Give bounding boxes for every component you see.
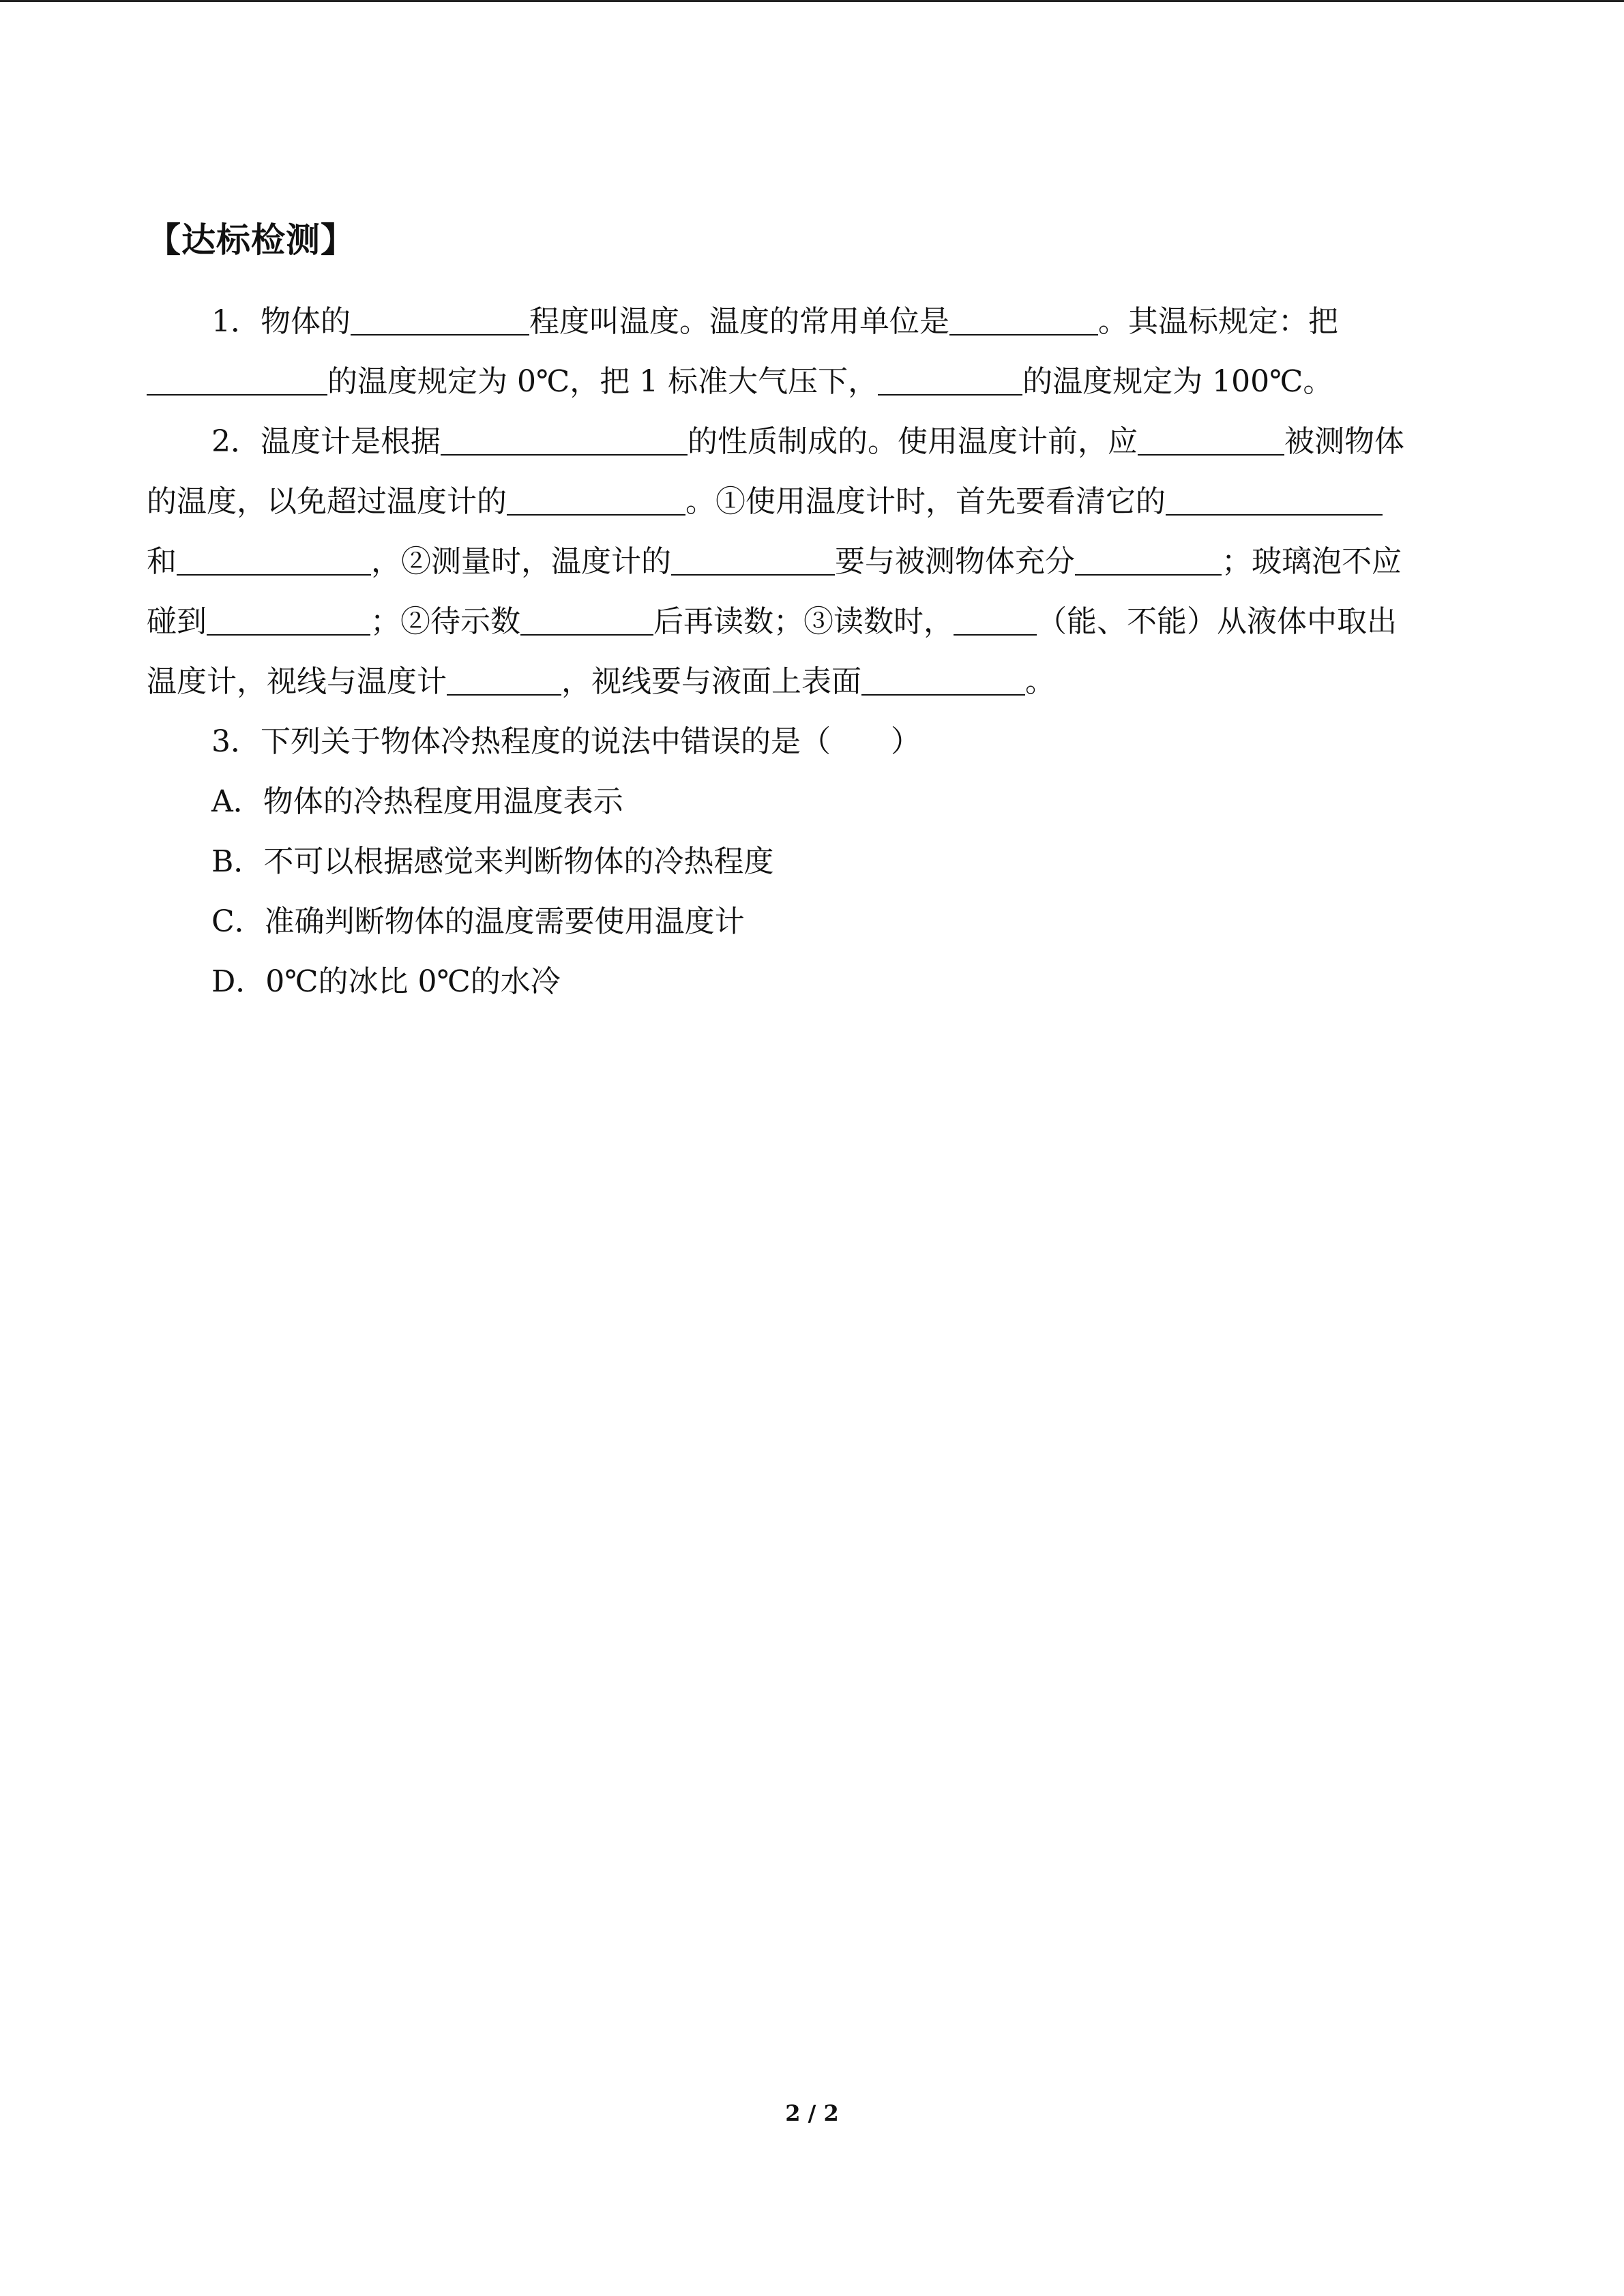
q1-text: 的温度规定为 100℃。: [1022, 364, 1333, 399]
answer-blank[interactable]: [177, 541, 371, 576]
answer-blank[interactable]: [441, 421, 688, 456]
q2-text: 要与被测物体充分: [835, 544, 1075, 579]
q2-text: 的温度，以免超过温度计的: [147, 484, 507, 519]
q1-line-2: [147, 361, 1333, 402]
q1-text: 程度叫温度。温度的常用单位是: [529, 304, 949, 339]
q2-text: （能、不能）从液体中取出: [1037, 604, 1397, 639]
answer-blank[interactable]: [351, 301, 529, 336]
answer-blank[interactable]: [447, 661, 561, 696]
q2-text: 的性质制成的。使用温度计前，应: [688, 424, 1138, 459]
answer-blank[interactable]: [1138, 421, 1284, 456]
q2-text: 和: [147, 544, 177, 579]
q2-text: 碰到: [147, 604, 207, 639]
q3-option-c[interactable]: C．准确判断物体的温度需要使用温度计: [211, 904, 745, 939]
q2-text: 2．温度计是根据: [211, 424, 441, 459]
q1-text: 。其温标规定：把: [1098, 304, 1338, 339]
answer-blank[interactable]: [507, 481, 685, 516]
answer-blank[interactable]: [207, 601, 370, 636]
q2-line-4: [147, 601, 1397, 642]
q2-line-2: [147, 481, 1383, 522]
answer-blank[interactable]: [949, 301, 1098, 336]
answer-blank[interactable]: [861, 661, 1025, 696]
answer-blank[interactable]: [954, 601, 1037, 636]
q2-text: 。①使用温度计时，首先要看清它的: [685, 484, 1166, 519]
q2-text: 后再读数；③读数时，: [653, 604, 954, 639]
q2-text: 。: [1025, 664, 1055, 699]
answer-blank[interactable]: [1166, 481, 1383, 516]
q2-text: ，②测量时，温度计的: [371, 544, 671, 579]
answer-blank[interactable]: [520, 601, 653, 636]
q2-text: ，视线要与液面上表面: [561, 664, 861, 699]
page-number: 2 / 2: [785, 2100, 839, 2126]
q2-text: ；玻璃泡不应: [1222, 544, 1402, 579]
q2-text: ；②待示数: [370, 604, 520, 639]
q2-line-3: [147, 541, 1402, 582]
q3-option-d[interactable]: D．0℃的冰比 0℃的水冷: [211, 964, 561, 999]
q3-option-a[interactable]: A．物体的冷热程度用温度表示: [211, 784, 623, 819]
q1-text: 的温度规定为 0℃，把 1 标准大气压下，: [327, 364, 879, 399]
q2-line-1: [211, 421, 1404, 462]
q3-stem: 3．下列关于物体冷热程度的说法中错误的是（ ）: [211, 724, 921, 759]
answer-blank[interactable]: [671, 541, 835, 576]
q2-text: 被测物体: [1284, 424, 1404, 459]
answer-blank[interactable]: [1075, 541, 1222, 576]
q2-line-5: [147, 661, 1055, 702]
q1-line-1: [211, 301, 1338, 342]
q2-text: 温度计，视线与温度计: [147, 664, 447, 699]
answer-blank[interactable]: [878, 361, 1022, 396]
answer-blank[interactable]: [147, 361, 327, 396]
q1-text: 1．物体的: [211, 304, 351, 339]
q3-option-b[interactable]: B．不可以根据感觉来判断物体的冷热程度: [211, 844, 774, 879]
section-title: 【达标检测】: [147, 220, 355, 260]
